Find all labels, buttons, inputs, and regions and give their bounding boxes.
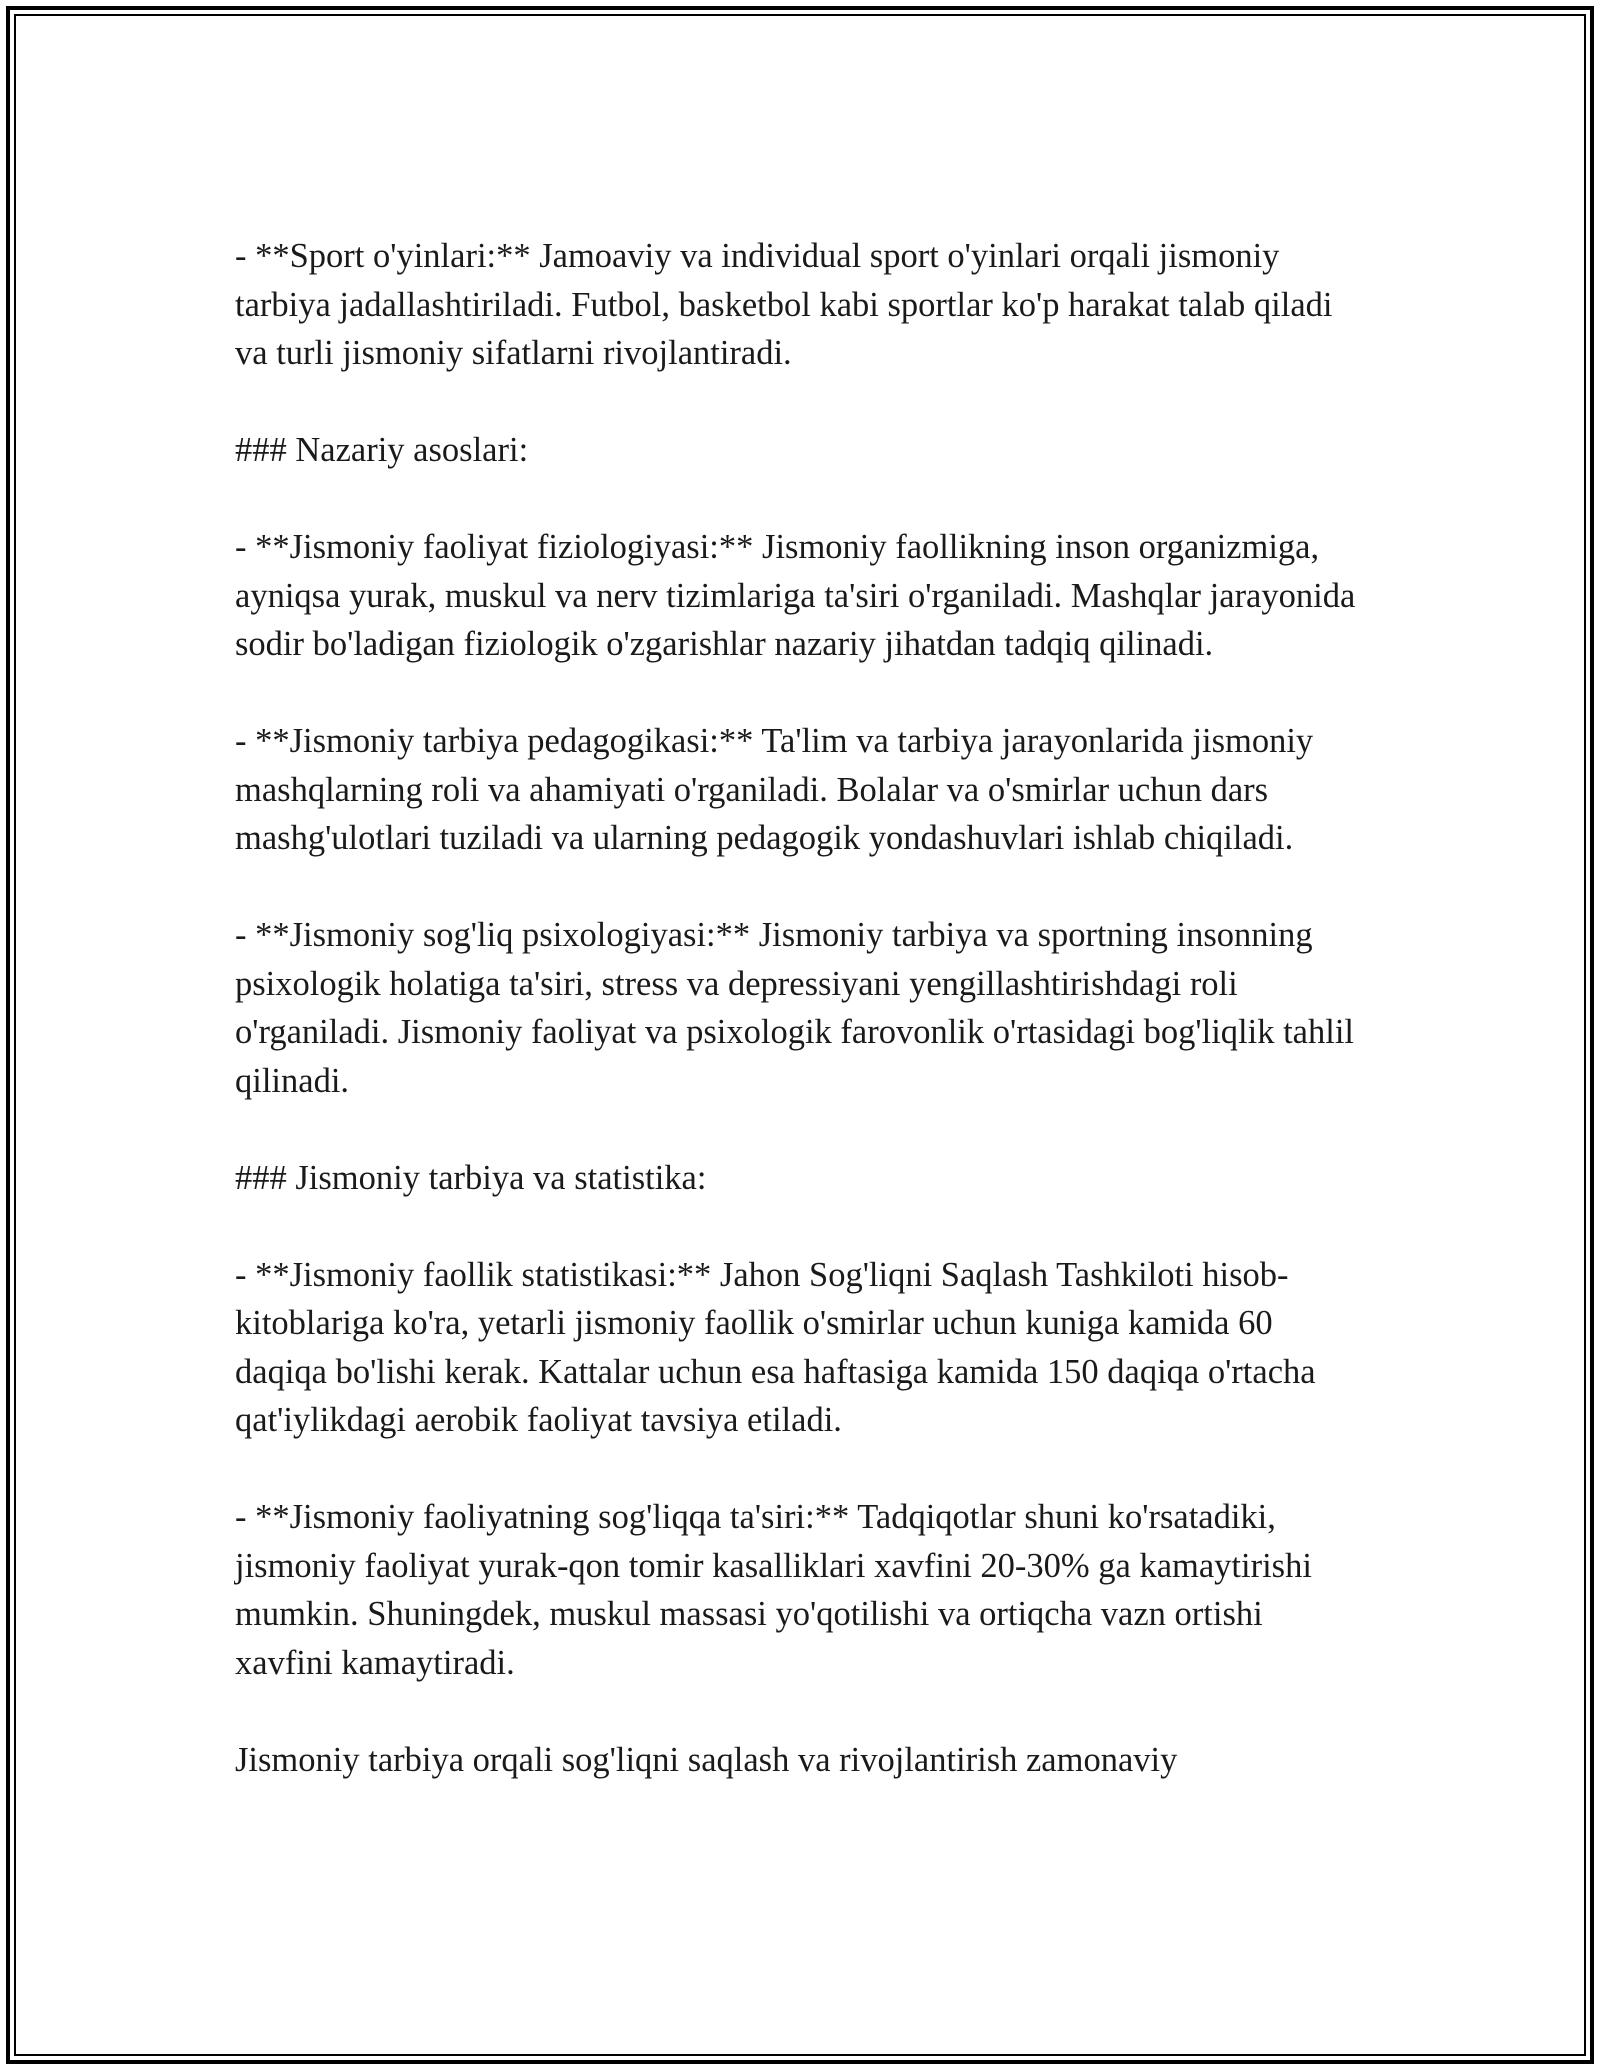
paragraph-soglik-psixologiyasi: - **Jismoniy sog'liq psixologiyasi:** Jismoniy tarbiya va sportning insonning psixologik holatiga ta'siri, stress va depressiyani yengillashtirishdagi roli o'rganiladi. Jismoniy faoliyat va psixologik farovonlik o'rtasidagi bog'liqlik tahlil qilinadi. [235,916,1354,1100]
paragraph-tarbiya-pedagogikasi: - **Jismoniy tarbiya pedagogikasi:** Ta'lim va tarbiya jarayonlarida jismoniy mashqlarning roli va ahamiyati o'rganiladi. Bolalar va o'smirlar uchun dars mashg'ulotlari tuziladi va ularning pedagogik yondashuvlari ishlab chiqiladi. [235,722,1314,857]
paragraph-faollik-statistikasi: - **Jismoniy faollik statistikasi:** Jahon Sog'liqni Saqlash Tashkiloti hisob-kitoblariga ko'ra, yetarli jismoniy faollik o'smirlar uchun kuniga kamida 60 daqiqa bo'lishi kerak. Kattalar uchun esa haftasiga kamida 150 daqiqa o'rtacha qat'iylikdagi aerobik faoliyat tavsiya etiladi. [235,1255,1316,1439]
paragraph-closing: Jismoniy tarbiya orqali sog'liqni saqlash va rivojlantirish zamonaviy [235,1740,1178,1779]
paragraph-sport-oyinlari: - **Sport o'yinlari:** Jamoaviy va individual sport o'yinlari orqali jismoniy tarbiya jadallashtiriladi. Futbol, basketbol kabi sportlar ko'p harakat talab qiladi va turli jismoniy sifatlarni rivojlantiradi. [235,237,1333,372]
heading-tarbiya-statistika: ### Jismoniy tarbiya va statistika: [235,1158,707,1197]
document-body [235,232,1365,1784]
heading-nazariy-asoslari: ### Nazariy asoslari: [235,431,529,469]
paragraph-faoliyat-fiziologiyasi: - **Jismoniy faoliyat fiziologiyasi:** Jismoniy faollikning inson organizmiga, ayniqsa yurak, muskul va nerv tizimlariga ta'siri o'rganiladi. Mashqlar jarayonida sodir bo'ladigan fiziologik o'zgarishlar nazariy jihatdan tadqiq qilinadi. [235,528,1356,663]
paragraph-sogliqqa-tasiri: - **Jismoniy faoliyatning sog'liqqa ta'siri:** Tadqiqotlar shuni ko'rsatadiki, jismoniy faoliyat yurak-qon tomir kasalliklari xavfini 20-30% ga kamaytirishi mumkin. Shuningdek, muskul massasi yo'qotilishi va ortiqcha vazn ortishi xavfini kamaytiradi. [235,1498,1312,1682]
